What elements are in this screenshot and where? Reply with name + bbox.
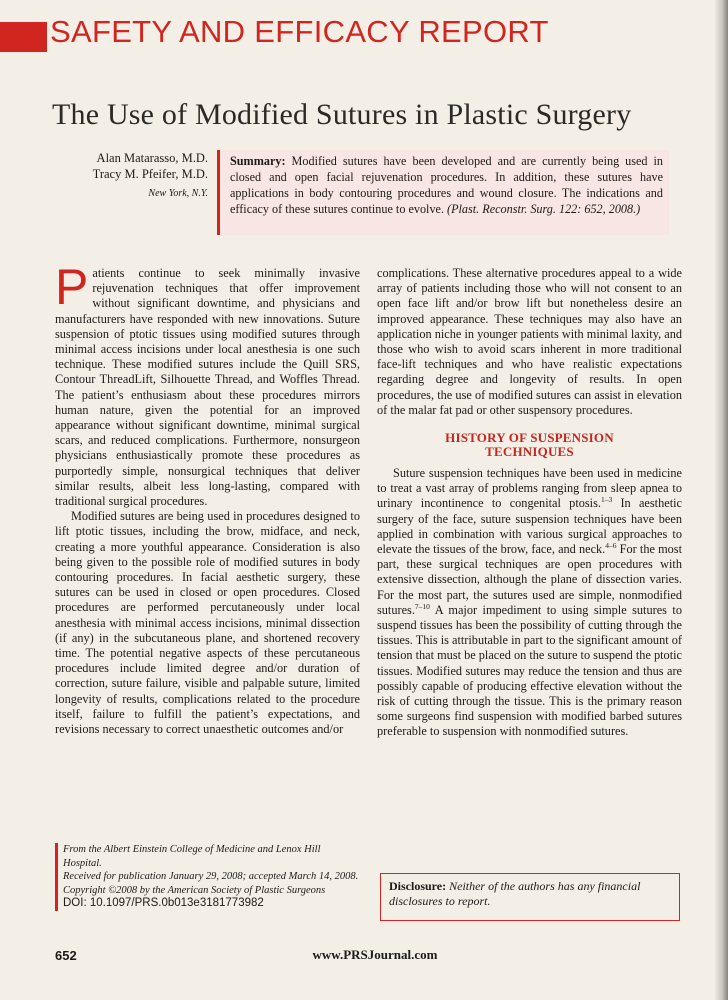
body-column-right: [377, 266, 682, 740]
paragraph-text: Suture suspension techniques have been used in medicine to treat a vast array of problems ranging from sleep apnea to urinary incontinence to congenital ptosis.: [377, 466, 682, 511]
section-heading-line: TECHNIQUES: [485, 444, 574, 460]
disclosure-box: [380, 873, 680, 921]
journal-url[interactable]: www.PRSJournal.com: [312, 947, 438, 962]
received-line: Received for publication January 29, 2008; accepted March 14, 2008.: [63, 871, 359, 882]
citation-ref[interactable]: 1–3: [600, 495, 613, 505]
paragraph: Modified sutures are being used in procedures designed to lift ptotic tissues, including the brow, midface, and neck, creating a more youthful appearance. Consideration is also being given to the possible role of modified sutures in body contouring procedures. In facial aesthetic surgery, these sutures can be used in closed or open procedures. Closed procedures are performed percutaneously under local anesthesia with minimal access incisions, minimal dissection (if any) in the subcutaneous plane, and shortened recovery time. The potential negative aspects of these percutaneous procedures include limited degree and/or duration of correction, suture failure, visible and palpable suture, limited longevity of results, complications related to the procedure itself, failure to fulfill the patient’s expectations, and revisions necessary to correct unaesthetic outcomes and/or: [55, 509, 360, 737]
section-header: SAFETY AND EFFICACY REPORT: [50, 14, 549, 49]
summary-text: Modified sutures have been developed and are currently being used in closed and open facial rejuvenation procedures. In addition, these sutures have applications in body contouring procedures and wound closure. The indications and efficacy of these sutures continue to evolve.: [230, 154, 664, 216]
summary-citation: (Plast. Reconstr. Surg. 122: 652, 2008.): [447, 202, 641, 216]
paragraph-text: For the most part, these surgical techniques are open procedures with extensive dissection, although the plane of dissection varies. For the most part, the sutures used are simple, nonmodified sutures.: [377, 542, 682, 617]
summary-box: [217, 150, 669, 235]
author-name: Tracy M. Pfeifer, M.D.: [92, 167, 208, 181]
section-heading: [377, 431, 682, 459]
summary-label: Summary:: [230, 154, 286, 168]
affiliation-footnote: [55, 843, 360, 911]
section-heading-line: HISTORY OF SUSPENSION: [445, 430, 614, 446]
page-edge-shadow: [714, 0, 728, 1000]
author-block: [40, 150, 208, 202]
author-name: Alan Matarasso, M.D.: [96, 151, 208, 165]
article-title: The Use of Modified Sutures in Plastic Surgery: [52, 98, 632, 131]
paragraph-text: A major impediment to using simple sutures to suspend tissues has been the possibility of cutting through the tissues. This is attributable in part to the significant amount of tension that must be placed on the suture to suspend the ptotic tissues. Modified sutures may reduce the tension and thus are possibly capable of producing effective elevation without the risk of cutting through the tissue. This is the primary reason some surgeons find suspension with modified barbed sutures preferable to suspension with nonmodified sutures.: [377, 602, 682, 739]
paragraph-text: In aesthetic surgery of the face, suture suspension techniques have been applied in combination with various surgical approaches to elevate the tissues of the brow, face, and neck.: [377, 496, 682, 557]
section-header-bar: [0, 22, 47, 52]
affiliation-line: From the Albert Einstein College of Medicine and Lenox Hill Hospital.: [63, 844, 321, 869]
citation-ref[interactable]: 7–10: [414, 601, 430, 611]
copyright-line: Copyright ©2008 by the American Society of Plastic Surgeons: [63, 884, 326, 896]
paragraph: [377, 466, 682, 740]
page-number: 652: [55, 948, 77, 963]
paragraph: complications. These alternative procedures appeal to a wide array of patients including those who will not consent to an open face lift and/or brow lift but nonetheless desire an improved appearance. These techniques may also have an application niche in younger patients with minimal laxity, and those who wish to avoid scars inherent in more traditional face-lift techniques and who have realistic expectations regarding degree and longevity of results. In open procedures, the use of modified sutures can assist in elevation of the malar fat pad or other suspensory procedures.: [377, 266, 682, 417]
body-column-left: [55, 259, 360, 737]
disclosure-text: Neither of the authors has any financial disclosures to report.: [389, 879, 641, 908]
paragraph-text: atients continue to seek minimally invasive rejuvenation techniques that offer improvement without significant downtime, and physicians and manufacturers have responded with new innovations. Suture suspension of ptotic tissues using modified sutures through minimal access incisions under local anesthesia is one such technique. These modified sutures include the Quill SRS, Contour ThreadLift, Silhouette Thread, and Woffles Thread. The patient’s enthusiasm about these procedures mirrors human nature, given the potential for an improved appearance without significant downtime, minimal surgical scars, and reduced complications. Furthermore, nonsurgeon physicians enthusiastically promote these procedures as purportedly simple, nonsurgical techniques that deliver similar results, albeit less long-lasting, compared with traditional surgical procedures.: [55, 266, 360, 509]
citation-ref[interactable]: 4–6: [605, 540, 617, 550]
paragraph: [55, 259, 360, 509]
author-location: New York, N.Y.: [148, 188, 208, 199]
drop-cap: P: [55, 259, 89, 315]
doi-line[interactable]: DOI: 10.1097/PRS.0b013e3181773982: [63, 897, 264, 909]
disclosure-label: Disclosure:: [389, 879, 447, 893]
